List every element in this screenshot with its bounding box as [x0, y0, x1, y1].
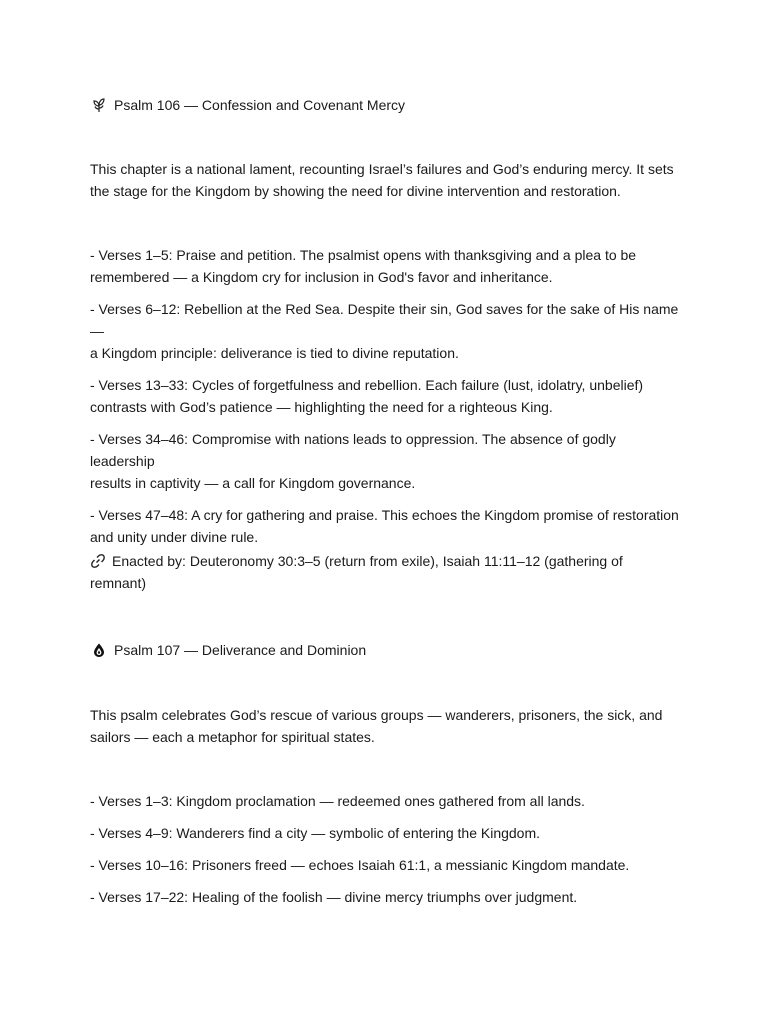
plant-icon [90, 96, 108, 114]
list-item-line: - Verses 10–16: Prisoners freed — echoes Isaiah 61:1, a messianic Kingdom mandate. [90, 857, 630, 873]
verse-list-psalm-107 [90, 790, 680, 918]
list-item-line: remembered — a Kingdom cry for inclusion in God's favor and inheritance. [90, 269, 553, 285]
list-item [90, 822, 680, 844]
list-item-line: - Verses 1–5: Praise and petition. The psalmist opens with thanksgiving and a plea to be [90, 247, 637, 263]
paragraph-line: This psalm celebrates God’s rescue of various groups — wanderers, prisoners, the sick, and [90, 707, 663, 723]
link-icon [90, 553, 108, 569]
enacted-by-text: Enacted by: Deuteronomy 30:3–5 (return from exile), Isaiah 11:11–12 (gathering of [112, 553, 623, 569]
page-title: Psalm 106 — Confession and Covenant Mercy [114, 97, 406, 113]
list-item-line: - Verses 34–46: Compromise with nations leads to oppression. The absence of godly leadership [90, 431, 616, 469]
paragraph-line: sailors — each a metaphor for spiritual states. [90, 729, 375, 745]
verse-list-psalm-106 [90, 244, 680, 558]
enacted-by-note [90, 550, 680, 594]
list-item-line: - Verses 47–48: A cry for gathering and praise. This echoes the Kingdom promise of restoration [90, 507, 679, 523]
intro-paragraph-psalm-107 [90, 704, 680, 748]
list-item-line: - Verses 4–9: Wanderers find a city — symbolic of entering the Kingdom. [90, 825, 541, 841]
list-item [90, 854, 680, 876]
list-item-line: - Verses 13–33: Cycles of forgetfulness and rebellion. Each failure (lust, idolatry, unbelief) [90, 377, 644, 393]
section-title: Psalm 107 — Deliverance and Dominion [114, 642, 367, 658]
section-heading-psalm-106 [90, 94, 680, 116]
list-item-line: and unity under divine rule. [90, 529, 259, 545]
intro-paragraph-psalm-106 [90, 158, 680, 202]
list-item-line: - Verses 1–3: Kingdom proclamation — redeemed ones gathered from all lands. [90, 793, 585, 809]
enacted-by-text-cont: remnant) [90, 575, 147, 591]
paragraph-line: the stage for the Kingdom by showing the need for divine intervention and restoration. [90, 183, 621, 199]
section-heading-psalm-107 [90, 639, 680, 661]
list-item [90, 244, 680, 288]
drop-icon [90, 641, 108, 659]
list-item [90, 428, 680, 494]
list-item-line: results in captivity — a call for Kingdom governance. [90, 475, 416, 491]
list-item [90, 790, 680, 812]
list-item-line: a Kingdom principle: deliverance is tied to divine reputation. [90, 345, 459, 361]
list-item [90, 886, 680, 908]
list-item [90, 298, 680, 364]
paragraph-line: This chapter is a national lament, recounting Israel’s failures and God’s enduring mercy. It sets [90, 161, 674, 177]
list-item [90, 504, 680, 548]
list-item-line: - Verses 6–12: Rebellion at the Red Sea. Despite their sin, God saves for the sake of His name — [90, 301, 679, 339]
list-item-line: - Verses 17–22: Healing of the foolish — divine mercy triumphs over judgment. [90, 889, 578, 905]
list-item [90, 374, 680, 418]
list-item-line: contrasts with God’s patience — highlighting the need for a righteous King. [90, 399, 553, 415]
